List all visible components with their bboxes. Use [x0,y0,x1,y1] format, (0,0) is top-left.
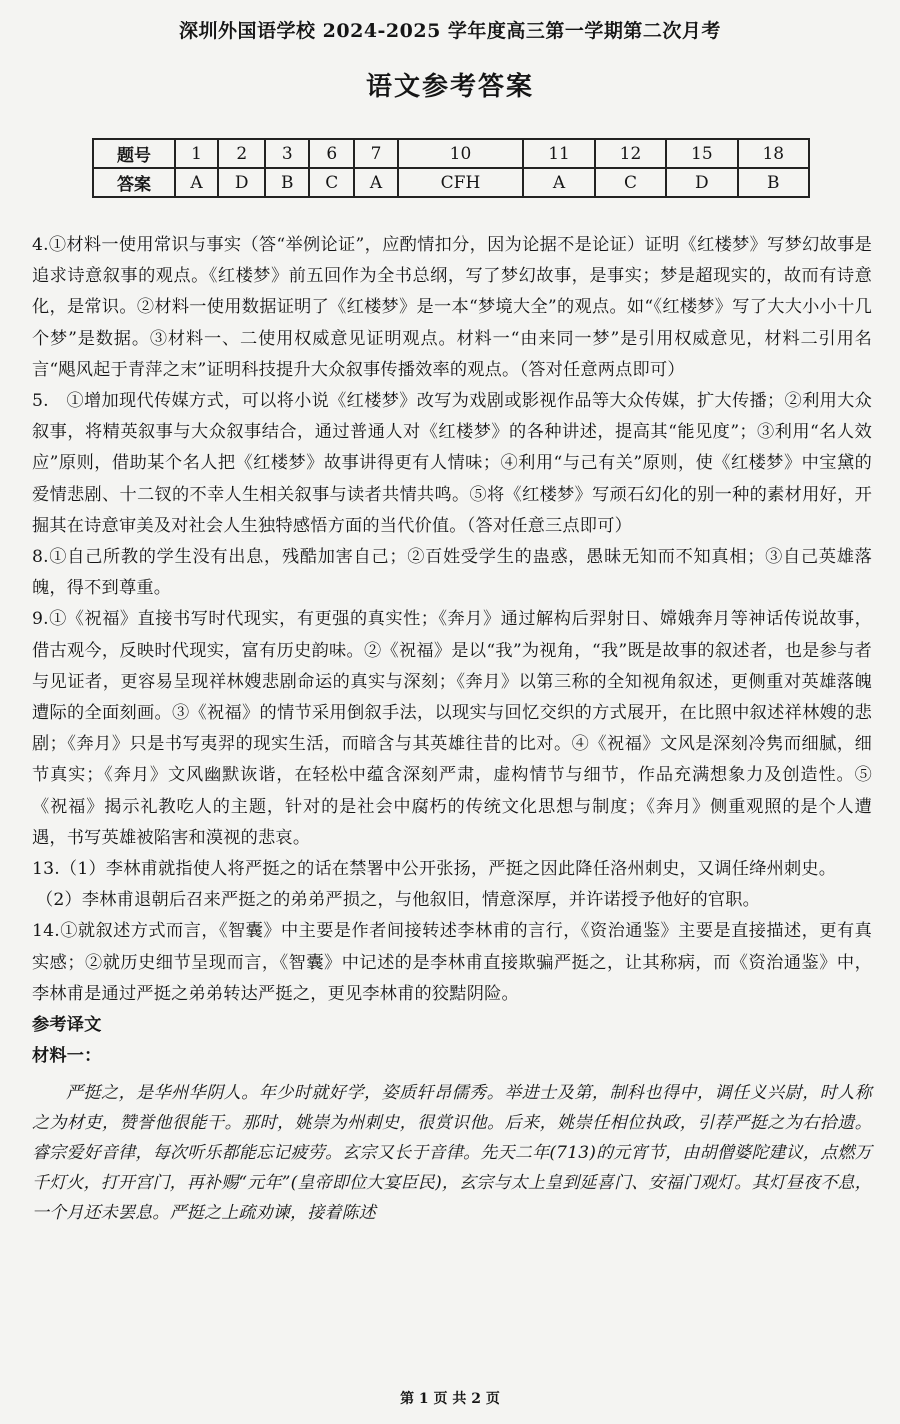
document-title: 语文参考答案 [365,72,534,102]
table-cell: 6 [309,139,354,168]
table-cell: 10 [398,139,524,168]
table-cell: 18 [738,139,809,168]
table-cell: 2 [218,139,265,168]
page-footer: 第 1 页 共 2 页 [400,1391,500,1407]
row-label-question: 题号 [93,139,175,168]
table-cell: D [666,168,737,197]
exam-header-title: 深圳外国语学校 2024-2025 学年度高三第一学期第二次月考 [179,20,721,42]
answer-paragraph-q13-2: （2）李林甫退朝后召来严挺之的弟弟严损之，与他叙旧，情意深厚，并许诺授予他好的官职。 [36,890,761,911]
table-cell: 1 [175,139,218,168]
table-cell: B [738,168,809,197]
table-cell: 15 [666,139,737,168]
translation-text: 严挺之，是华州华阴人。年少时就好学，姿质轩昂儒秀。举进士及第，制科也得中，调任义兴尉，时人称之为材吏，赞誉他很能干。那时，姚崇为州刺史，很赏识他。后来，姚崇任相位执政，引荐严挺之为右拾遗。睿宗爱好音律，每次听乐都能忘记疲劳。玄宗又长于音律。先天二年(713)的元宵节，由胡僧婆陀建议，点燃万千灯火，打开宫门，再补赐“元年”(皇帝即位大宴臣民)，玄宗与太上皇到延喜门、安福门观灯。其灯昼夜不息，一个月还未罢息。严挺之上疏劝谏，接着陈述 [32,1083,872,1224]
table-cell: B [265,168,309,197]
table-cell: A [354,168,397,197]
table-cell: 11 [523,139,594,168]
table-cell: 7 [354,139,397,168]
answer-paragraph-q8: 8.①自己所教的学生没有出息，残酷加害自己；②百姓受学生的蛊惑，愚昧无知而不知真相；③自己英雄落魄，得不到尊重。 [32,547,872,599]
table-cell: D [218,168,265,197]
answer-body [32,230,872,1228]
row-label-answer: 答案 [93,168,175,197]
answer-paragraph-q13-1: 13.（1）李林甫就指使人将严挺之的话在禁署中公开张扬，严挺之因此降任洛州刺史，又调任绛州刺史。 [32,859,837,880]
table-cell: 3 [265,139,309,168]
answer-paragraph-q5: 5. ①增加现代传媒方式，可以将小说《红楼梦》改写为戏剧或影视作品等大众传媒，扩大传播；②利用大众叙事，将精英叙事与大众叙事结合，通过普通人对《红楼梦》的各种讲述，提高其“能见度”；③利用“名人效应”原则，借助某个名人把《红楼梦》故事讲得更有人情味；④利用“与己有关”原则，使《红楼梦》中宝黛的爱情悲剧、十二钗的不幸人生相关叙事与读者共情共鸣。⑤将《红楼梦》写顽石幻化的别一种的素材用好，开掘其在诗意审美及对社会人生独特感悟方面的当代价值。（答对任意三点即可） [32,391,872,536]
answer-paragraph-q14: 14.①就叙述方式而言，《智囊》中主要是作者间接转述李林甫的言行，《资治通鉴》主要是直接描述，更有真实感；②就历史细节呈现而言，《智囊》中记述的是李林甫直接欺骗严挺之，让其称病，而《资治通鉴》中，李林甫是通过严挺之弟弟转达严挺之，更见李林甫的狡黠阴险。 [32,921,872,1004]
table-cell: CFH [398,168,524,197]
table-cell: C [595,168,666,197]
table-row-answers [93,168,809,197]
table-cell: C [309,168,354,197]
table-row-question-numbers [93,139,809,168]
table-cell: A [175,168,218,197]
answer-table [92,138,810,198]
translation-heading: 参考译文 [32,1015,102,1036]
table-cell: 12 [595,139,666,168]
answer-paragraph-q9: 9.①《祝福》直接书写时代现实，有更强的真实性；《奔月》通过解构后羿射日、嫦娥奔月等神话传说故事，借古观今，反映时代现实，富有历史韵味。②《祝福》是以“我”为视角，“我”既是故事的叙述者，也是参与者与见证者，更容易呈现祥林嫂悲剧命运的真实与深刻；《奔月》以第三称的全知视角叙述，更侧重对英雄落魄遭际的全面刻画。③《祝福》的情节采用倒叙手法，以现实与回忆交织的方式展开，在比照中叙述祥林嫂的悲剧；《奔月》只是书写夷羿的现实生活，而暗含与其英雄往昔的比对。④《祝福》文风是深刻冷隽而细腻，细节真实；《奔月》文风幽默诙谐，在轻松中蕴含深刻严肃，虚构情节与细节，作品充满想象力及创造性。⑤《祝福》揭示礼教吃人的主题，针对的是社会中腐朽的传统文化思想与制度；《奔月》侧重观照的是个人遭遇，书写英雄被陷害和漠视的悲哀。 [32,609,872,848]
answer-paragraph-q4: 4.①材料一使用常识与事实（答“举例论证”，应酌情扣分，因为论据不是论证）证明《红楼梦》写梦幻故事是追求诗意叙事的观点。《红楼梦》前五回作为全书总纲，写了梦幻故事，是事实；梦是超现实的，故而有诗意化，是常识。②材料一使用数据证明了《红楼梦》是一本“梦境大全”的观点。如“《红楼梦》写了大大小小十几个梦”是数据。③材料一、二使用权威意见证明观点。材料一“由来同一梦”是引用权威意见，材料二引用名言“飓风起于青萍之末”证明科技提升大众叙事传播效率的观点。（答对任意两点即可） [32,235,872,380]
table-cell: A [523,168,594,197]
material-label: 材料一： [32,1046,102,1067]
